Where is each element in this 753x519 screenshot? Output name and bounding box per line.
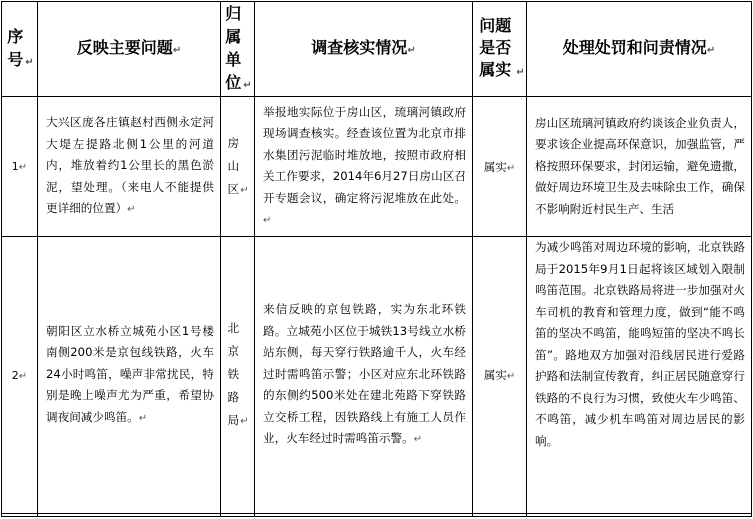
row-issue: 朝阳区立水桥立城苑小区1号楼南侧200米是京包线铁路，火车24小时鸣笛，噪声非常扰民，特别是晚上噪声尤为严重，希望协调夜间减少鸣笛。↵ xyxy=(38,237,221,514)
row-index: 2↵ xyxy=(2,237,38,514)
row-verified: 属实↵ xyxy=(473,237,527,514)
header-row xyxy=(2,2,752,97)
row-unit: 北京铁路局↵ xyxy=(221,237,255,514)
header-investigation: 调查核实情况↵ xyxy=(255,2,473,97)
row-handling: 为减少鸣笛对周边环境的影响，北京铁路局于2015年9月1日起将该区域划入限制鸣笛范围。北京铁路局将进一步加强对火车司机的教育和管理力度，做到“能不鸣笛的坚决不鸣笛，能鸣短笛的坚决不鸣长笛”。路地双方加强对沿线居民进行爱路护路和法制宣传教育，纠正居民随意穿行铁路的不良行为习惯，致使火车少鸣笛、不鸣笛，减少机车鸣笛对周边居民的影响。 xyxy=(527,237,752,514)
row-issue: 大兴区庞各庄镇赵村西侧永定河大堤左提路北侧1公里的河道内，堆放着约1公里长的黑色淤泥，望处理。（来电人不能提供更详细的位置）↵ xyxy=(38,97,221,237)
header-unit: 归属单位 ↵ xyxy=(221,2,255,97)
table-row xyxy=(2,97,752,237)
row-investigation: 举报地实际位于房山区，琉璃河镇政府现场调查核实。经查该位置为北京市排水集团污泥临时堆放地，按照市政府相关工作要求，2014年6月27日房山区召开专题会议，确定将污泥堆放在此处。↵ xyxy=(255,97,473,237)
table-row-partial xyxy=(2,514,752,517)
table-row xyxy=(2,237,752,514)
complaint-table xyxy=(1,1,752,517)
row-unit: 房山区↵ xyxy=(221,97,255,237)
header-verified: 问题是否属实 ↵ xyxy=(473,2,527,97)
row-verified: 属实↵ xyxy=(473,97,527,237)
row-investigation: 来信反映的京包铁路，实为东北环铁路。立城苑小区位于城铁13号线立水桥站东侧，每天穿行铁路逾千人，火车经过时需鸣笛示警；小区对应东北环铁路的东侧约500米处在建北苑路下穿铁路立交桥工程，因铁路线上有施工人员作业，火车经过时需鸣笛示警。↵ xyxy=(255,237,473,514)
row-handling: 房山区琉璃河镇政府约谈该企业负责人，要求该企业提高环保意识，加强监管，严格按照环保要求，封闭运输，避免遗撒，做好周边环境卫生及去味除虫工作，确保不影响附近村民生产、生活 xyxy=(527,97,752,237)
header-issue: 反映主要问题↵ xyxy=(38,2,221,97)
header-index: 序号 ↵ xyxy=(2,2,38,97)
header-handling: 处理处罚和问责情况↵ xyxy=(527,2,752,97)
row-index: 1↵ xyxy=(2,97,38,237)
